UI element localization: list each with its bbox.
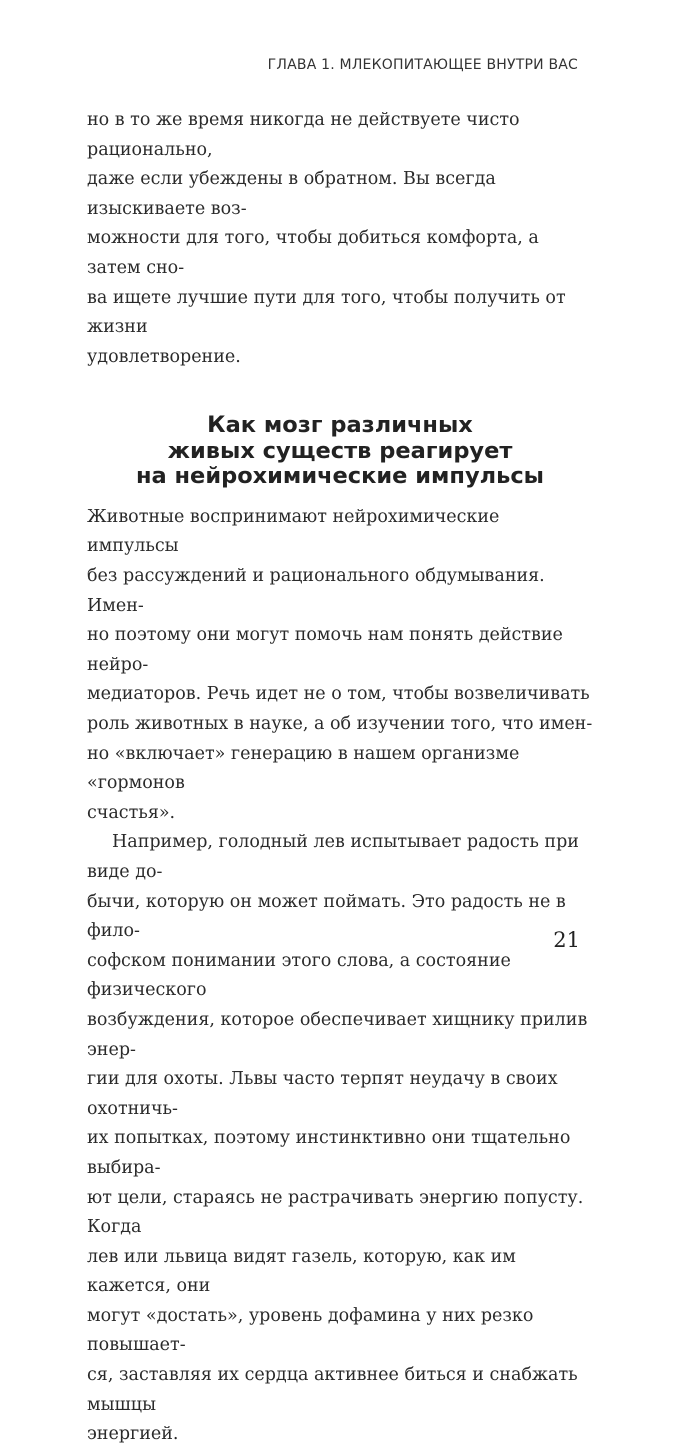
paragraph-intro: Животные воспринимают нейрохимические импульсы без рассуждений и рационального обдумывания. Имен- но поэтому они могут помочь нам понять действие нейро- медиаторов. Речь идет не о том, чтобы возвеличивать роль животных в науке, а об изучении того, что имен- но «включает» генерацию в нашем организме «гормонов счастья». (87, 506, 593, 823)
paragraph-continued: но в то же время никогда не действуете чисто рационально, даже если убеждены в обратном. Вы всегда изыскиваете воз- можности для того, чтобы добиться комфорта, а затем сно- ва ищете лучшие пути для того, чтобы получить от жизни удовлетворение. (87, 110, 566, 367)
running-header: ГЛАВА 1. МЛЕКОПИТАЮЩЕЕ ВНУТРИ ВАС (267, 57, 578, 73)
section-heading: Как мозг различных живых существ реагирует на нейрохимические импульсы (135, 412, 545, 490)
paragraph-lion-example: Например, голодный лев испытывает радость при виде до- бычи, которую он может поймать. Это радость не в фило- софском понимании этого слова, а состояние физического возбуждения, которое обеспечивает хищнику прилив энер- гии для охоты. Львы часто терпят неудачу в своих охотничь- их попытках, поэтому инстинктивно они тщательно выбира- ют цели, стараясь не растрачивать энергию попусту. Когда лев или львица видят газель, которую, как им кажется, они могут «достать», уровень дофамина у них резко повышает- ся, заставляя их сердца активнее биться и снабжать мышцы энергией. (87, 832, 588, 1445)
page-body (87, 106, 593, 1450)
page-number: 21 (553, 928, 580, 952)
